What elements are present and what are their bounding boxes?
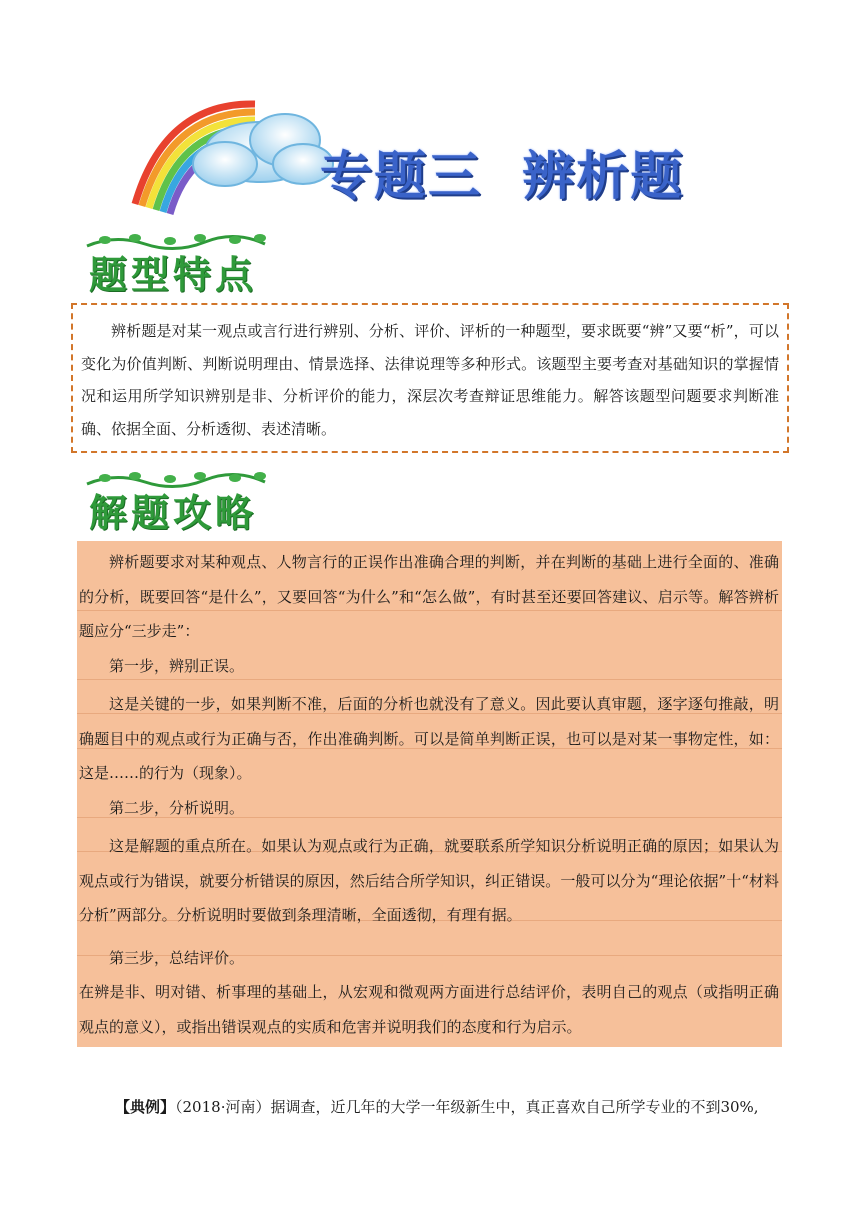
example-tag: 【典例】: [115, 1098, 176, 1116]
section-heading-label: 题型特点: [89, 253, 258, 297]
page-title: 专题三 辨析题: [320, 147, 685, 207]
features-text: 辨析题是对某一观点或言行进行辨别、分析、评价、评析的一种题型，要求既要“辨”又要“析”，可以变化为价值判断、判断说明理由、情景选择、法律说理等多种形式。该题型主要考查对基础知识的掌握情况和运用所学知识辨别是非、分析评价的能力，深层次考查辩证思维能力。解答该题型问题要求判断准确、依据全面、分析透彻、表述清晰。: [81, 322, 779, 438]
section-heading-label: 解题攻略: [89, 491, 258, 535]
step3-title: 第三步，总结评价。: [109, 949, 245, 967]
features-box: [71, 303, 789, 453]
step3-text: 在辨是非、明对错、析事理的基础上，从宏观和微观两方面进行总结评价，表明自己的观点（或指明正确观点的意义），或指出错误观点的实质和危害并说明我们的态度和行为启示。: [79, 983, 779, 1036]
section-heading-strategy: [85, 470, 285, 535]
title-banner: [125, 92, 725, 217]
section-heading-features: [85, 232, 285, 297]
example-paragraph: [83, 1092, 783, 1122]
strategy-box: [77, 541, 782, 1047]
example-text: （2018·河南）据调查，近几年的大学一年级新生中，真正喜欢自己所学专业的不到30%,: [175, 1098, 759, 1116]
step2-text: 这是解题的重点所在。如果认为观点或行为正确，就要联系所学知识分析说明正确的原因；如果认为观点或行为错误，就要分析错误的原因，然后结合所学知识，纠正错误。一般可以分为“理论依据”十“材料分析”两部分。分析说明时要做到条理清晰，全面透彻，有理有据。: [79, 837, 779, 924]
step2-title: 第二步，分析说明。: [109, 799, 245, 817]
step1-text: 这是关键的一步，如果判断不准，后面的分析也就没有了意义。因此要认真审题，逐字逐句推敲，明确题目中的观点或行为正确与否，作出准确判断。可以是简单判断正误，也可以是对某一事物定性，如：这是……的行为（现象）。: [79, 695, 779, 782]
strategy-intro-paragraph: 辨析题要求对某种观点、人物言行的正误作出准确合理的判断，并在判断的基础上进行全面的、准确的分析，既要回答“是什么”，又要回答“为什么”和“怎么做”，有时甚至还要回答建议、启示等。解答辨析题应分“三步走”：: [79, 553, 779, 640]
step1-title: 第一步，辨别正误。: [109, 657, 245, 675]
